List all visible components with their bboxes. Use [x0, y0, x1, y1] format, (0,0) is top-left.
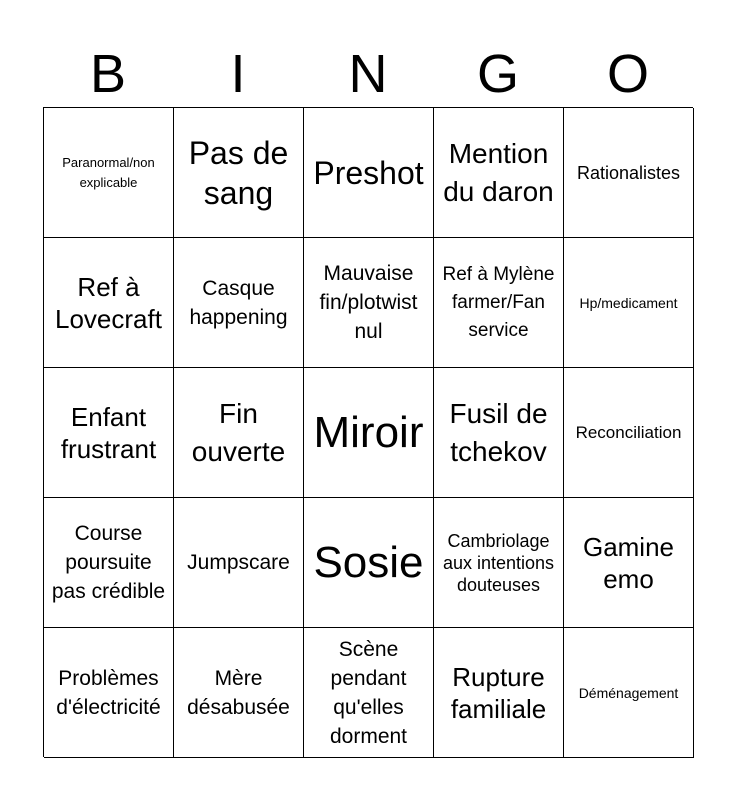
cell-label: Déménagement [578, 684, 679, 701]
cell-label: Ref à Lovecraft [55, 271, 162, 334]
cell-label: Enfant frustrant [60, 401, 157, 464]
bingo-cell[interactable] [434, 628, 564, 758]
bingo-header [43, 40, 693, 108]
bingo-cell[interactable] [564, 238, 694, 368]
bingo-cell[interactable] [304, 368, 434, 498]
cell-label: Miroir [313, 407, 424, 457]
bingo-cell[interactable] [44, 238, 174, 368]
bingo-board [43, 107, 693, 757]
cell-label: Scène pendant qu'elles dorment [329, 637, 408, 748]
cell-label: Preshot [313, 154, 424, 191]
header-letter-b: B [89, 44, 127, 104]
cell-label: Mère désabusée [187, 666, 290, 719]
header-letter-i: I [230, 44, 246, 104]
bingo-cell[interactable] [44, 368, 174, 498]
cell-label: Problèmes d'électricité [56, 666, 161, 719]
bingo-cell[interactable] [564, 628, 694, 758]
cell-label: Paranormal/non explicable [62, 154, 155, 190]
bingo-cell[interactable] [44, 498, 174, 628]
bingo-cell[interactable] [174, 108, 304, 238]
bingo-cell[interactable] [564, 368, 694, 498]
bingo-cell[interactable] [174, 368, 304, 498]
bingo-cell[interactable] [304, 498, 434, 628]
bingo-cell[interactable] [44, 628, 174, 758]
cell-label: Mauvaise fin/plotwist nul [319, 262, 418, 343]
bingo-cell[interactable] [174, 238, 304, 368]
cell-label: Rupture familiale [450, 661, 547, 724]
cell-label: Fusil de tchekov [449, 397, 548, 467]
cell-label: Hp/medicament [579, 294, 678, 311]
bingo-cell[interactable] [434, 108, 564, 238]
bingo-cell[interactable] [564, 108, 694, 238]
cell-label: Rationalistes [576, 162, 681, 183]
cell-label: Fin ouverte [191, 397, 286, 467]
cell-label: Sosie [313, 537, 424, 587]
bingo-cell[interactable] [434, 498, 564, 628]
cell-label: Ref à Mylène farmer/Fan service [442, 263, 555, 341]
cell-label: Jumpscare [187, 551, 290, 574]
bingo-cell[interactable] [304, 628, 434, 758]
bingo-cell[interactable] [174, 628, 304, 758]
header-letter-n: N [348, 44, 388, 104]
header-letter-o: O [606, 44, 649, 104]
cell-label: Casque happening [189, 276, 288, 329]
cell-label: Mention du daron [443, 137, 554, 207]
bingo-cell[interactable] [304, 108, 434, 238]
bingo-cell[interactable] [564, 498, 694, 628]
header-letter-g: G [476, 44, 519, 104]
cell-label: Course poursuite pas crédible [51, 522, 166, 603]
cell-label: Cambriolage aux intentions douteuses [442, 530, 555, 595]
bingo-cell[interactable] [434, 368, 564, 498]
cell-label: Reconciliation [575, 422, 682, 442]
bingo-cell[interactable] [304, 238, 434, 368]
cell-label: Pas de sang [188, 134, 289, 211]
bingo-cell[interactable] [434, 238, 564, 368]
bingo-cell[interactable] [174, 498, 304, 628]
bingo-cell[interactable] [44, 108, 174, 238]
cell-label: Gamine emo [582, 531, 675, 594]
